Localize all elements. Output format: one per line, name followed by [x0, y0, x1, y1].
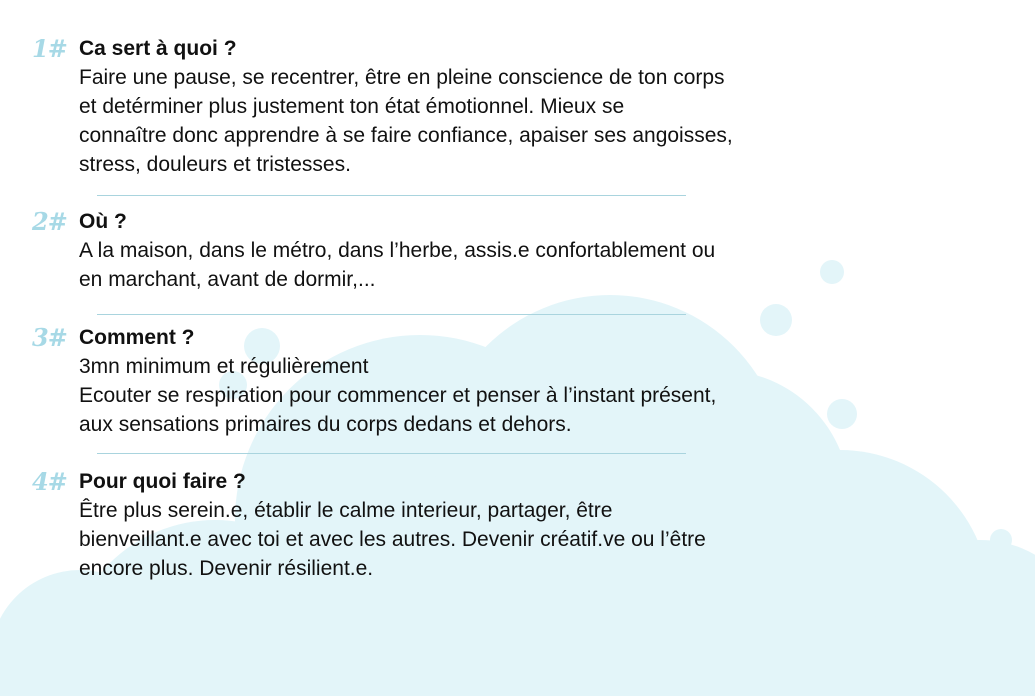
body-line: en marchant, avant de dormir,... [79, 268, 376, 291]
section-number: 4# [32, 467, 67, 496]
section-divider [97, 195, 686, 196]
section-title: Ca sert à quoi ? [79, 37, 237, 60]
body-line: connaître donc apprendre à se faire confiance, apaiser ses angoisses, [79, 124, 733, 147]
section-number: 1# [32, 34, 67, 63]
section-divider [97, 453, 686, 454]
body-line: 3mn minimum et régulièrement [79, 355, 369, 378]
body-line: Être plus serein.e, établir le calme interieur, partager, être [79, 499, 613, 522]
section-divider [97, 314, 686, 315]
body-line: Faire une pause, se recentrer, être en pleine conscience de ton corps [79, 66, 725, 89]
section-title: Où ? [79, 210, 127, 233]
body-line: et detérminer plus justement ton état émotionnel. Mieux se [79, 95, 625, 118]
body-line: aux sensations primaires du corps dedans et dehors. [79, 413, 572, 436]
section-title: Pour quoi faire ? [79, 470, 246, 493]
body-line: encore plus. Devenir résilient.e. [79, 557, 374, 580]
body-line: Ecouter se respiration pour commencer et penser à l’instant présent, [79, 384, 717, 407]
body-line: stress, douleurs et tristesses. [79, 153, 351, 176]
body-line: A la maison, dans le métro, dans l’herbe, assis.e confortablement ou [79, 239, 716, 262]
section-number: 2# [32, 207, 67, 236]
section-number: 3# [32, 323, 67, 352]
body-line: bienveillant.e avec toi et avec les autres. Devenir créatif.ve ou l’être [79, 528, 706, 551]
section-title: Comment ? [79, 326, 195, 349]
